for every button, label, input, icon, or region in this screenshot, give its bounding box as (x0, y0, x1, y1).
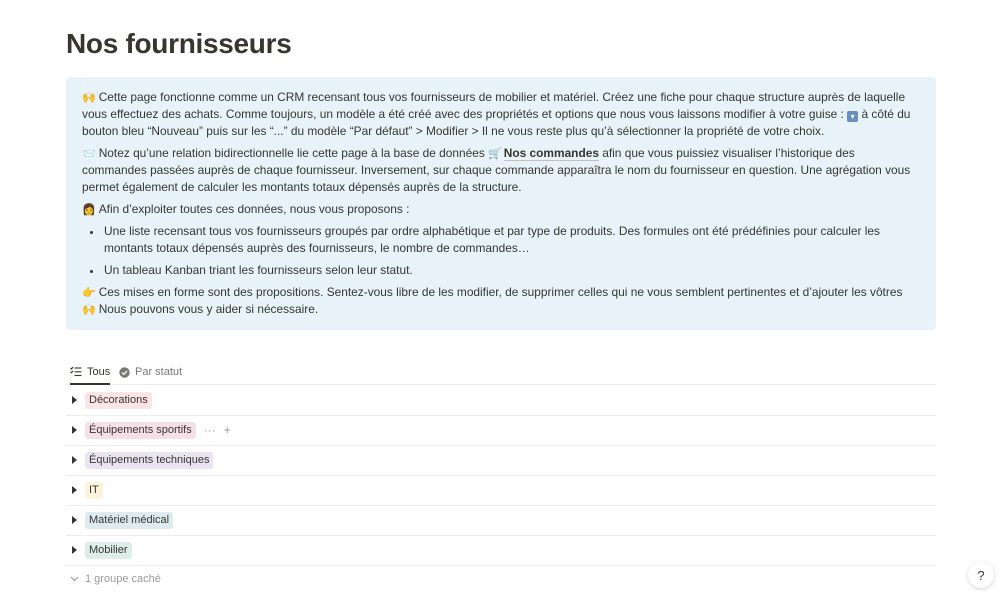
tab-label: Tous (87, 365, 111, 378)
raised-hands-icon: 🙌 (82, 91, 96, 104)
chevron-down-icon (70, 576, 79, 582)
question-mark-icon: ? (977, 567, 985, 583)
group-tag: Décorations (85, 392, 152, 409)
group-row-equipements-sportifs[interactable] (66, 415, 936, 446)
raised-hands-icon: 🙌 (82, 303, 96, 316)
callout-bullet-list (82, 223, 920, 279)
list-icon (70, 366, 82, 377)
tab-label: Par statut (135, 366, 183, 378)
envelope-icon: 📨 (82, 147, 96, 160)
help-button[interactable] (968, 562, 994, 588)
callout-paragraph-2: 📨 Notez qu’une relation bidirectionnelle lie cette page à la base de données 🛒 Nos commandes afin que vous puissiez visualiser l’historique des commandes passées auprès de chaque fournisseur. Inversement, sur chaque commande apparaîtra le nom du fournisseur en question. Une agrégation vous permet également de calculer les montants totaux dépensés auprès de la structure. (82, 146, 911, 194)
group-row-it[interactable] (66, 475, 936, 506)
nos-commandes-link[interactable]: Nos commandes (503, 146, 599, 160)
tab-par-statut[interactable] (119, 360, 182, 384)
view-tabs (66, 360, 936, 385)
callout-paragraph-3: 👩 Afin d’exploiter toutes ces données, nous vous proposons : (82, 202, 410, 216)
hidden-groups-toggle[interactable] (70, 573, 161, 585)
toggle-icon[interactable] (72, 396, 77, 404)
toggle-icon[interactable] (72, 426, 77, 434)
group-row-mobilier[interactable] (66, 535, 936, 566)
hidden-groups-label: 1 groupe caché (85, 573, 161, 585)
callout-paragraph-1: 🙌 Cette page fonctionne comme un CRM recensant tous vos fournisseurs de mobilier et matériel. Créez une fiche pour chaque structure auprès de laquelle vous effectuez des achats. Comme toujours, un modèle a été créé avec des propriétés et options que nous vous laissons modifier à votre guise : ▾ à côté du bouton bleu “Nouveau” puis sur les “...” du modèle “Par défaut” > Modifier > Il ne vous reste plus qu’à sélectionner la propriété de votre choix. (82, 90, 911, 138)
check-circle-icon (119, 367, 130, 378)
page-title: Nos fournisseurs (66, 28, 292, 59)
group-tag: IT (85, 482, 103, 499)
info-callout (66, 77, 936, 330)
group-tag: Équipements sportifs (85, 422, 196, 439)
callout-paragraph-4: 👉 Ces mises en forme sont des propositions. Sentez-vous libre de les modifier, de supprimer celles qui ne vous semblent pertinentes et d’ajouter les vôtres 🙌 Nous pouvons vous y aider si nécessaire. (82, 285, 903, 316)
group-row-decorations[interactable] (66, 385, 936, 416)
toggle-icon[interactable] (72, 546, 77, 554)
pointing-hand-icon: 👉 (82, 286, 96, 299)
list-item: • Une liste recensant tous vos fournisseurs groupés par ordre alphabétique et par type de produits. Des formules ont été prédéfinies pour calculer les montants totaux dépensés auprès des fournisseurs, le nombre de commandes… (102, 223, 920, 257)
list-item: • Un tableau Kanban triant les fournisseurs selon leur statut. (102, 262, 920, 279)
toggle-icon[interactable] (72, 516, 77, 524)
cart-icon: 🛒 (488, 147, 502, 160)
add-icon[interactable]: + (223, 423, 231, 437)
dropdown-arrow-icon: ▾ (847, 111, 858, 122)
group-tag: Mobilier (85, 542, 132, 559)
person-icon: 👩 (82, 203, 96, 216)
toggle-icon[interactable] (72, 486, 77, 494)
group-row-equipements-techniques[interactable] (66, 445, 936, 476)
group-tag: Équipements techniques (85, 452, 213, 469)
more-options-icon[interactable]: ··· (203, 423, 216, 437)
group-tag: Matériel médical (85, 512, 173, 529)
group-row-materiel-medical[interactable] (66, 505, 936, 536)
tab-tous[interactable] (70, 360, 110, 385)
toggle-icon[interactable] (72, 456, 77, 464)
